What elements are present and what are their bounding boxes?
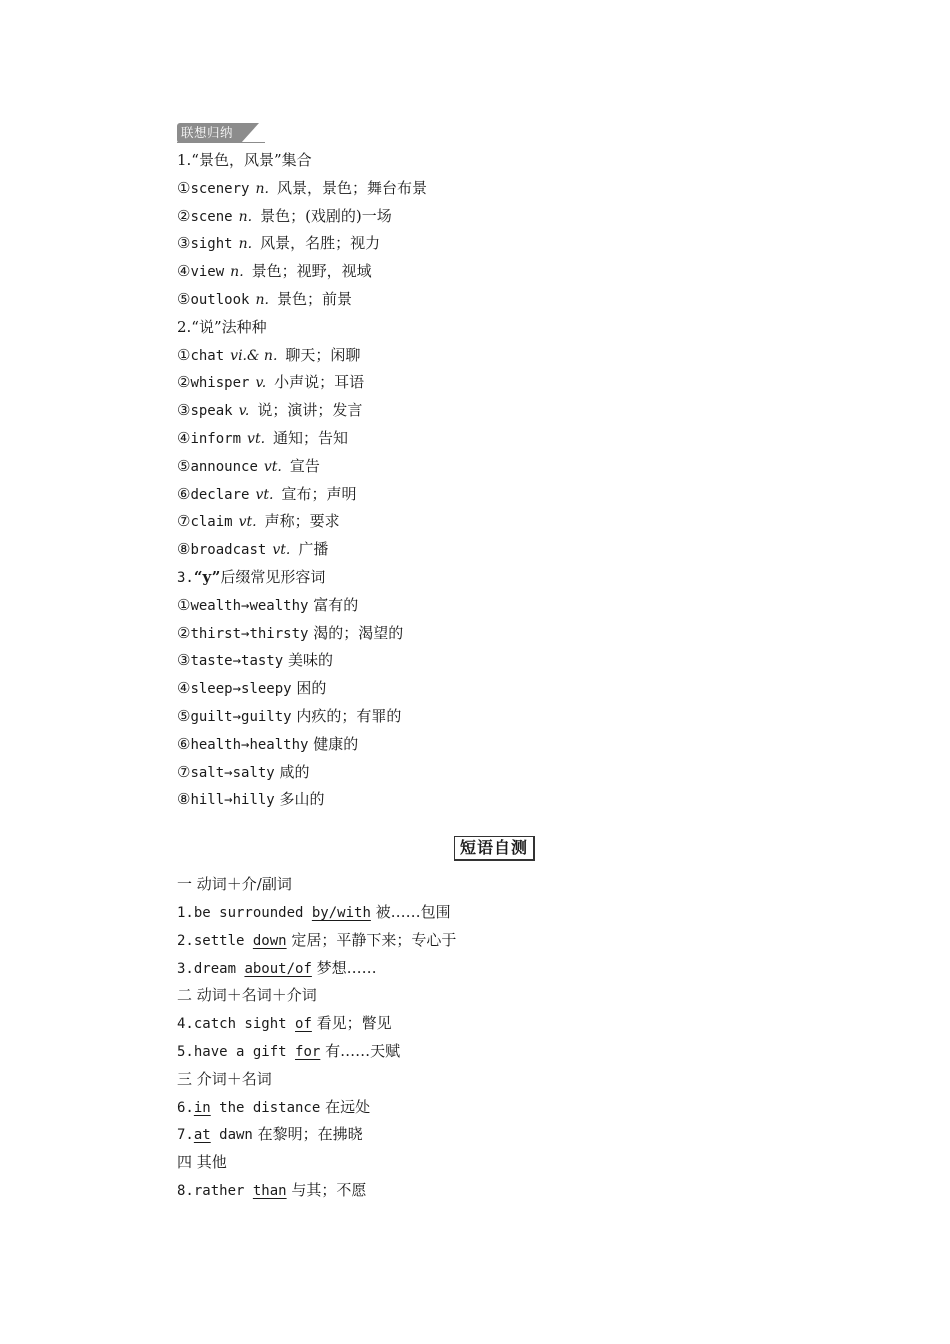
item-word: whisper: [190, 375, 250, 392]
item-pos: n.: [255, 180, 269, 197]
item-word: sight: [190, 236, 233, 253]
phrase-meaning: 与其；不愿: [291, 1180, 367, 1199]
item-pos: n.: [255, 291, 269, 308]
item-word: inform: [190, 430, 242, 447]
item-mark: ①: [177, 345, 191, 364]
list-item: [177, 258, 817, 286]
item-word: outlook: [190, 291, 250, 308]
item-mark: ⑧: [177, 790, 191, 809]
item-word: sleep→sleepy: [190, 681, 292, 698]
phrase-meaning: 被……包围: [375, 902, 451, 921]
phrase-item: [177, 955, 817, 983]
item-meaning: 景色；视野，视域: [251, 262, 372, 281]
item-meaning: 风景，名胜；视力: [260, 234, 381, 253]
category-label: 三 介词＋名词: [177, 1069, 272, 1088]
list-item: [177, 592, 817, 620]
item-pos: v.: [238, 403, 250, 420]
item-meaning: 说；演讲；发言: [257, 401, 363, 420]
phrase-category: [177, 982, 817, 1010]
phrase-meaning: 在黎明；在拂晓: [257, 1125, 363, 1144]
item-word: wealth→wealthy: [190, 597, 309, 614]
item-mark: ③: [177, 651, 191, 670]
item-mark: ⑤: [177, 289, 191, 308]
item-word: scenery: [190, 180, 250, 197]
phrase-meaning: 梦想……: [316, 958, 377, 977]
group3-title-rest: 后缀常见形容词: [220, 567, 326, 586]
item-word: thirst→thirsty: [190, 625, 309, 642]
list-item: [177, 369, 817, 397]
list-item: [177, 230, 817, 258]
item-word: scene: [190, 208, 233, 225]
item-mark: ⑤: [177, 456, 191, 475]
phrase-answer: down: [252, 932, 287, 949]
group3-title: [177, 564, 817, 592]
category-label: 一 动词＋介/副词: [177, 875, 292, 894]
list-item: [177, 786, 817, 814]
category-label: 四 其他: [177, 1153, 227, 1172]
item-meaning: 健康的: [313, 734, 359, 753]
item-word: salt→salty: [190, 764, 275, 781]
phrase-meaning: 在远处: [325, 1097, 371, 1116]
phrase-category: [177, 1066, 817, 1094]
item-mark: ⑤: [177, 706, 191, 725]
item-pos: vt.: [238, 514, 257, 531]
item-mark: ③: [177, 401, 191, 420]
item-pos: vt.: [272, 542, 291, 559]
item-meaning: 富有的: [313, 595, 359, 614]
item-mark: ①: [177, 178, 191, 197]
phrase-answer: by/with: [311, 904, 371, 921]
item-word: announce: [190, 458, 258, 475]
item-meaning: 小声说；耳语: [274, 373, 365, 392]
list-item: [177, 397, 817, 425]
item-word: view: [190, 264, 225, 281]
phrase-number: 6.: [177, 1099, 194, 1116]
item-pos: n.: [238, 208, 253, 225]
list-item: [177, 536, 817, 564]
list-item: [177, 703, 817, 731]
item-meaning: 咸的: [279, 762, 310, 781]
item-mark: ⑥: [177, 484, 191, 503]
item-word: declare: [190, 486, 250, 503]
item-word: claim: [190, 514, 233, 531]
item-meaning: 多山的: [279, 790, 325, 809]
item-meaning: 宣布；声明: [281, 484, 357, 503]
list-item: [177, 508, 817, 536]
item-mark: ④: [177, 262, 191, 281]
header-tag-row: [177, 122, 817, 147]
phrase-meaning: 看见；瞥见: [316, 1014, 392, 1033]
item-mark: ②: [177, 206, 191, 225]
phrase-answer: about/of: [244, 960, 312, 977]
group3-title-prefix: 3.: [177, 569, 194, 586]
phrase-answer: than: [252, 1182, 287, 1199]
phrase-item: [177, 1010, 817, 1038]
item-meaning: 宣告: [289, 456, 320, 475]
item-mark: ④: [177, 679, 191, 698]
phrase-after: dawn: [210, 1127, 253, 1144]
item-word: health→healthy: [190, 736, 309, 753]
phrase-before: catch sight: [193, 1016, 296, 1033]
list-item: [177, 342, 817, 370]
group1-title: [177, 147, 817, 175]
list-item: [177, 647, 817, 675]
item-pos: v.: [255, 375, 267, 392]
phrase-number: 5.: [177, 1043, 194, 1060]
list-item: [177, 425, 817, 453]
phrase-answer: for: [295, 1043, 321, 1060]
phrase-before: rather: [193, 1182, 253, 1199]
phrase-number: 2.: [177, 932, 194, 949]
phrase-item: [177, 1177, 817, 1205]
phrase-before: dream: [193, 960, 245, 977]
phrase-number: 4.: [177, 1016, 194, 1033]
phrase-item: [177, 899, 817, 927]
category-label: 二 动词＋名词＋介词: [177, 986, 317, 1005]
list-item: [177, 286, 817, 314]
item-mark: ⑦: [177, 512, 191, 531]
list-item: [177, 175, 817, 203]
list-item: [177, 203, 817, 231]
item-meaning: 景色；前景: [276, 289, 352, 308]
item-mark: ②: [177, 373, 191, 392]
item-word: guilt→guilty: [190, 708, 292, 725]
section-title-row: [177, 814, 817, 871]
group3-title-bold: “y”: [193, 567, 221, 586]
phrase-item: [177, 1038, 817, 1066]
group1-title-text: 1.“景色，风景”集合: [177, 151, 312, 169]
list-item: [177, 731, 817, 759]
item-word: speak: [190, 403, 233, 420]
item-meaning: 声称；要求: [264, 512, 340, 531]
phrase-number: 3.: [177, 960, 194, 977]
item-meaning: 困的: [296, 679, 327, 698]
phrase-before: have a gift: [193, 1043, 296, 1060]
document-page: [177, 122, 817, 1205]
list-item: [177, 675, 817, 703]
item-pos: vt.: [263, 458, 282, 475]
item-meaning: 风景，景色；舞台布景: [276, 178, 427, 197]
group2-title-text: 2.“说”法种种: [177, 317, 267, 336]
phrase-answer: at: [193, 1127, 211, 1144]
phrase-item: [177, 1094, 817, 1122]
section-title: 短语自测: [454, 836, 535, 861]
item-word: broadcast: [190, 542, 267, 559]
item-pos: n.: [238, 236, 253, 253]
phrase-item: [177, 1121, 817, 1149]
item-meaning: 内疚的；有罪的: [296, 706, 402, 725]
item-meaning: 美味的: [287, 651, 333, 670]
phrase-answer: of: [295, 1016, 312, 1033]
item-meaning: 聊天；闲聊: [285, 345, 361, 364]
list-item: [177, 453, 817, 481]
item-mark: ④: [177, 428, 191, 447]
item-mark: ③: [177, 234, 191, 253]
phrase-category: [177, 1149, 817, 1177]
phrase-answer: in: [193, 1099, 211, 1116]
phrase-meaning: 有……天赋: [325, 1041, 401, 1060]
phrase-item: [177, 927, 817, 955]
item-mark: ⑥: [177, 734, 191, 753]
item-mark: ②: [177, 623, 191, 642]
item-mark: ⑧: [177, 540, 191, 559]
phrase-meaning: 定居；平静下来；专心于: [291, 930, 457, 949]
item-meaning: 通知；告知: [273, 428, 349, 447]
item-pos: n.: [230, 264, 244, 281]
item-word: hill→hilly: [190, 792, 275, 809]
group2-title: [177, 314, 817, 342]
item-mark: ⑦: [177, 762, 191, 781]
tag-underline: [177, 142, 265, 143]
item-pos: vi.& n.: [230, 347, 278, 364]
section-tag: 联想归纳: [177, 123, 241, 143]
item-mark: ①: [177, 595, 191, 614]
phrase-before: be surrounded: [193, 904, 312, 921]
item-meaning: 景色；(戏剧的)一场: [260, 206, 392, 225]
phrase-after: the distance: [210, 1099, 321, 1116]
item-meaning: 渴的；渴望的: [313, 623, 404, 642]
list-item: [177, 481, 817, 509]
list-item: [177, 620, 817, 648]
phrase-before: settle: [193, 932, 253, 949]
phrase-number: 1.: [177, 904, 194, 921]
item-pos: vt.: [247, 430, 266, 447]
item-word: taste→tasty: [190, 653, 284, 670]
item-pos: vt.: [255, 486, 274, 503]
phrase-category: [177, 871, 817, 899]
item-meaning: 广播: [298, 540, 329, 559]
item-word: chat: [190, 347, 225, 364]
list-item: [177, 759, 817, 787]
phrase-number: 8.: [177, 1182, 194, 1199]
phrase-number: 7.: [177, 1127, 194, 1144]
